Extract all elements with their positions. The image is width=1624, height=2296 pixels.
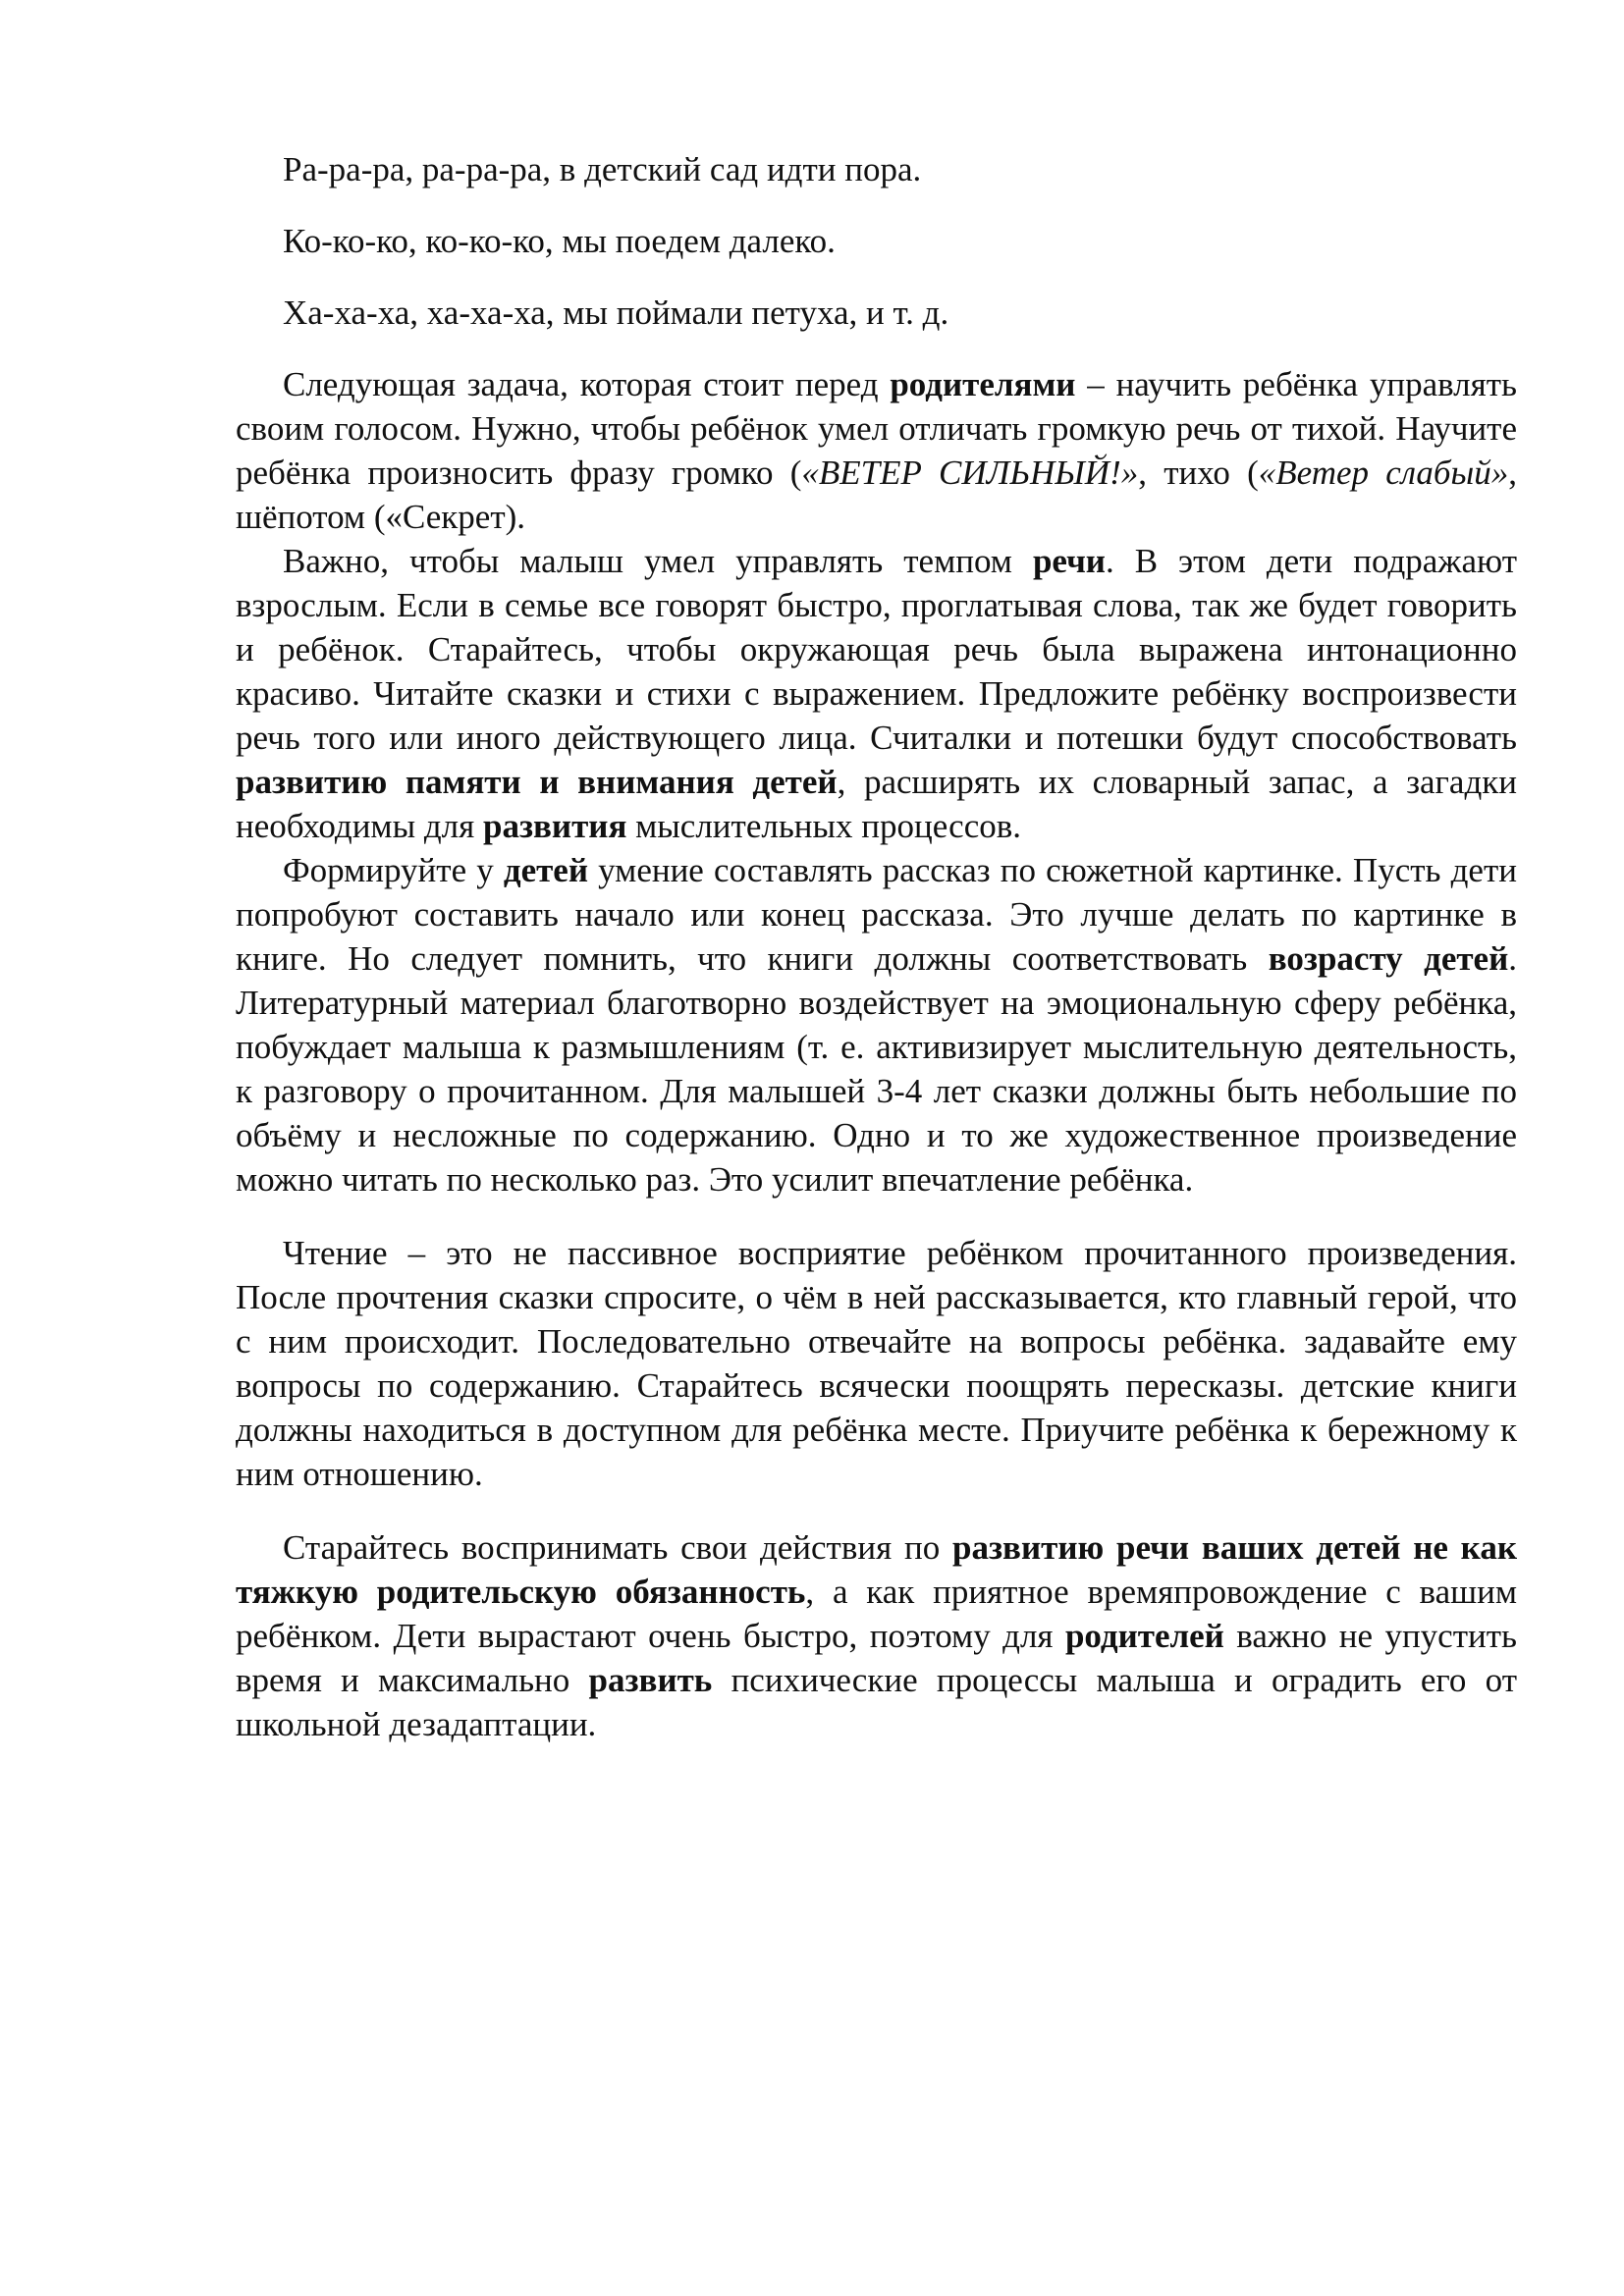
- text-run: важно не упустить время и максимально: [236, 1617, 1517, 1699]
- italic-run: «Ветер слабый»: [1258, 454, 1509, 492]
- verse-line-3: Ха-ха-ха, ха-ха-ха, мы поймали петуха, и т. д.: [283, 294, 949, 332]
- verse-line-2: Ко-ко-ко, ко-ко-ко, мы поедем далеко.: [283, 222, 836, 260]
- text-run: . Литературный материал благотворно воздействует на эмоциональную сферу ребёнка, побуждает малыша к размышлениям (т. е. активизирует мыслительную деятельность, к разговору о прочитанном. Для малышей 3-4 лет сказки должны быть небольшие по объёму и несложные по содержанию. Одно и то же художественное произведение можно читать по несколько раз. Это усилит впечатление ребёнка.: [236, 939, 1518, 1199]
- text-run: Следующая задача, которая стоит перед: [283, 365, 891, 403]
- bold-run: речи: [1032, 542, 1106, 580]
- italic-run: «ВЕТЕР СИЛЬНЫЙ!»: [801, 454, 1139, 492]
- bold-run: родителями: [890, 365, 1076, 403]
- text-run: Чтение – это не пассивное восприятие ребёнком прочитанного произведения. После прочтения сказки спросите, о чём в ней рассказывается, кто главный герой, что с ним происходит. Последовательно отвечайте на вопросы ребёнка. задавайте ему вопросы по содержанию. Старайтесь всячески поощрять пересказы. детские книги должны находиться в доступном для ребёнка месте. Приучите ребёнка к бережному к ним отношению.: [236, 1234, 1517, 1493]
- text-run: , тихо (: [1138, 454, 1259, 492]
- bold-run: развитию памяти и внимания детей: [236, 763, 838, 801]
- paragraph-conclusion: [236, 1525, 1517, 1746]
- bold-run: развитию речи ваших детей не как тяжкую родительскую обязанность: [236, 1528, 1517, 1611]
- text-run: мыслительных процессов.: [626, 807, 1022, 845]
- bold-run: родителей: [1064, 1617, 1224, 1655]
- text-run: – научить ребёнка управлять своим голосом. Нужно, чтобы ребёнок умел отличать громкую речь от тихой. Научите ребёнка произносить фразу громко (: [236, 365, 1517, 492]
- verse-line-1: Ра-ра-ра, ра-ра-ра, в детский сад идти пора.: [283, 150, 922, 188]
- bold-run: развития: [482, 807, 627, 845]
- paragraph-speech-tempo: [236, 539, 1517, 848]
- paragraph-reading: [236, 1231, 1517, 1496]
- text-run: психические процессы малыша и оградить его от школьной дезадаптации.: [236, 1661, 1517, 1743]
- document-body: [236, 147, 1517, 1746]
- text-run: Старайтесь воспринимать свои действия по: [283, 1528, 953, 1567]
- bold-run: развить: [588, 1661, 713, 1699]
- text-run: , шёпотом («Секрет).: [236, 454, 1517, 536]
- paragraph-voice-control: [236, 362, 1517, 539]
- text-run: . В этом дети подражают взрослым. Если в семье все говорят быстро, проглатывая слова, так же будет говорить и ребёнок. Старайтесь, чтобы окружающая речь была выражена интонационно красиво. Читайте сказки и стихи с выражением. Предложите ребёнку воспроизвести речь того или иного действующего лица. Считалки и потешки будут способствовать: [236, 542, 1517, 757]
- text-run: умение составлять рассказ по сюжетной картинке. Пусть дети попробуют составить начало или конец рассказа. Это лучше делать по картинке в книге. Но следует помнить, что книги должны соответствовать: [236, 851, 1517, 978]
- text-run: Важно, чтобы малыш умел управлять темпом: [283, 542, 1033, 580]
- paragraph-storytelling: [236, 848, 1517, 1201]
- text-run: Формируйте у: [283, 851, 504, 889]
- text-run: , расширять их словарный запас, а загадки необходимы для: [236, 763, 1517, 845]
- text-run: , а как приятное времяпровождение с вашим ребёнком. Дети вырастают очень быстро, поэтому для: [236, 1573, 1517, 1655]
- bold-run: детей: [503, 851, 588, 889]
- bold-run: возрасту детей: [1268, 939, 1509, 978]
